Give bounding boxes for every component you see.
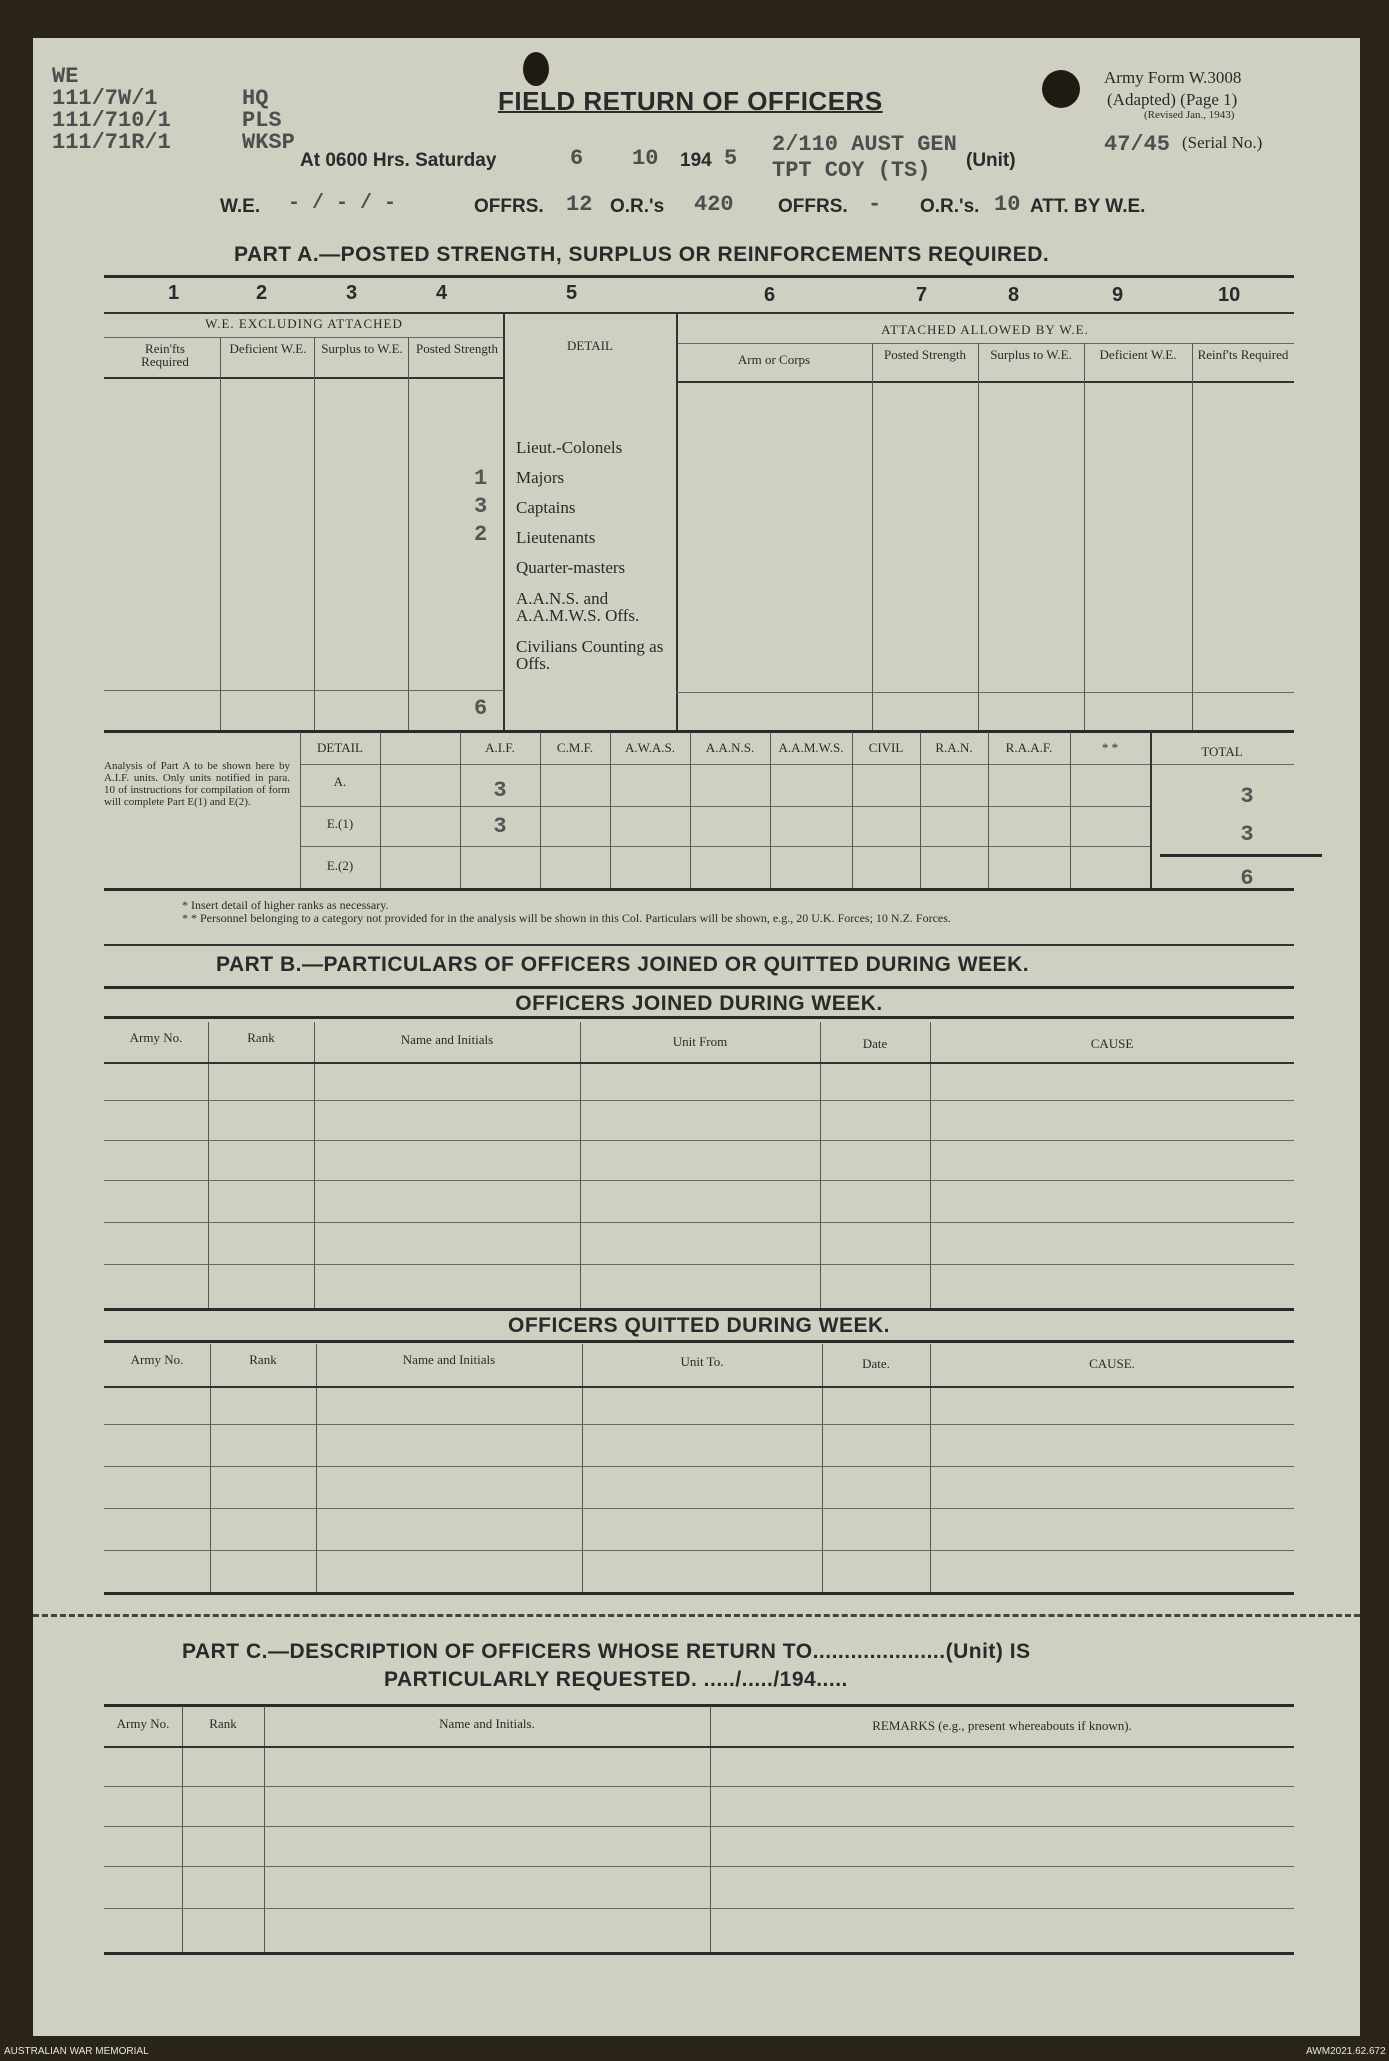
stamp-line: 111/710/1	[52, 108, 171, 133]
rank-row: Civilians Counting as Offs.	[516, 637, 664, 673]
aif-value: 3	[493, 778, 507, 803]
rank-row: Quarter-masters	[516, 558, 626, 577]
rule	[503, 312, 505, 730]
stamp-line: 111/71R/1	[52, 130, 171, 155]
part-a-title: PART A.—POSTED STRENGTH, SURPLUS OR REINFORCEMENTS REQUIRED.	[234, 243, 1050, 266]
rank-row: Captains	[516, 498, 576, 517]
analysis-header: C.M.F.	[556, 740, 594, 755]
stamp-line: 111/7W/1	[52, 86, 158, 111]
quitted-header: Unit To.	[680, 1354, 724, 1369]
analysis-row-label: A.	[333, 774, 347, 789]
rule	[104, 1140, 1294, 1141]
part-c-header: REMARKS (e.g., present whereabouts if known).	[872, 1718, 1132, 1733]
ors2-value: 10	[994, 192, 1021, 217]
analysis-header: A.A.N.S.	[705, 740, 755, 755]
rule	[104, 1746, 1294, 1748]
part-b-title: PART B.—PARTICULARS OF OFFICERS JOINED OR QUITTED DURING WEEK.	[216, 953, 1030, 976]
tear-line	[33, 1614, 1360, 1617]
date-day: 6	[570, 146, 584, 171]
posted-strength-value: 2	[474, 522, 488, 547]
part-c-header: Rank	[209, 1716, 237, 1731]
serial-value: 47/45	[1104, 132, 1171, 157]
rule	[104, 1264, 1294, 1265]
analysis-header: A.I.F.	[485, 740, 515, 755]
col-number: 4	[436, 282, 448, 304]
rule	[104, 1508, 1294, 1509]
rule	[300, 764, 1294, 765]
rule	[104, 730, 1294, 733]
rule	[104, 1704, 1294, 1707]
col-header: Surplus to W.E.	[990, 347, 1072, 362]
rule	[822, 1344, 823, 1592]
rule	[104, 1826, 1294, 1827]
col-header: Deficient W.E.	[1099, 347, 1177, 362]
analysis-note: Analysis of Part A to be shown here by A.I.F. units. Only units notified in para. 10 of instructions for compilation of form will complete Part E(1) and E(2).	[104, 760, 290, 808]
aif-value: 3	[493, 814, 507, 839]
rule	[300, 806, 1150, 807]
rule	[208, 1022, 209, 1308]
rule	[408, 337, 409, 730]
analysis-header: A.W.A.S.	[624, 740, 676, 755]
stamp-code: PLS	[242, 108, 282, 133]
date-year-prefix: 194	[680, 150, 712, 171]
col-number: 3	[346, 282, 358, 304]
footer-left: AUSTRALIAN WAR MEMORIAL	[4, 2046, 149, 2057]
rule	[104, 1180, 1294, 1181]
rule	[930, 1344, 931, 1592]
unit-line1: 2/110 AUST GEN	[772, 132, 957, 157]
rule	[1160, 854, 1322, 857]
joined-header: Rank	[247, 1030, 275, 1045]
stamp-code: HQ	[242, 86, 269, 111]
analysis-row-label: E.(1)	[326, 816, 354, 831]
joined-header: Name and Initials	[400, 1032, 494, 1047]
col-header: DETAIL	[567, 338, 613, 353]
rule	[104, 1786, 1294, 1787]
rule	[210, 1344, 211, 1592]
group-left-header: W.E. EXCLUDING ATTACHED	[205, 316, 403, 331]
rule	[264, 1706, 265, 1952]
part-c-header: Army No.	[116, 1716, 170, 1731]
rule	[104, 1340, 1294, 1343]
we-label: W.E.	[220, 196, 261, 217]
date-year: 5	[724, 146, 738, 171]
col-number: 1	[168, 282, 180, 304]
rule	[930, 1022, 931, 1308]
offrs2-label: OFFRS.	[778, 196, 848, 217]
rule	[104, 1466, 1294, 1467]
analysis-header: A.A.M.W.S.	[778, 740, 844, 755]
rule	[1084, 343, 1085, 730]
rule	[820, 1022, 821, 1308]
rank-row: A.A.N.S. and A.A.M.W.S. Offs.	[516, 589, 640, 625]
unit-label: (Unit)	[966, 150, 1016, 171]
form-adapted: (Adapted) (Page 1)	[1107, 90, 1238, 109]
quitted-title: OFFICERS QUITTED DURING WEEK.	[508, 1314, 890, 1337]
part-c-title-line1: PART C.—DESCRIPTION OF OFFICERS WHOSE RETURN TO.....................(Unit) IS	[182, 1640, 1031, 1663]
posted-strength-value: 3	[474, 494, 488, 519]
col-header: Arm or Corps	[737, 352, 811, 367]
at-line: At 0600 Hrs. Saturday	[300, 150, 497, 171]
stamp-code: WKSP	[242, 130, 295, 155]
analysis-header: TOTAL	[1201, 744, 1243, 759]
rule	[104, 275, 1294, 278]
quitted-header: Army No.	[130, 1352, 184, 1367]
rule	[676, 381, 1294, 383]
rule	[104, 1592, 1294, 1595]
joined-header: Army No.	[129, 1030, 183, 1045]
analysis-row-label: E.(2)	[326, 858, 354, 873]
stamp-block	[52, 66, 171, 154]
quitted-header: Rank	[249, 1352, 277, 1367]
rule	[220, 337, 221, 730]
col-number: 2	[256, 282, 268, 304]
quitted-header: Date.	[862, 1356, 890, 1371]
ors2-label: O.R.'s.	[920, 196, 980, 217]
col-header: Posted Strength	[416, 341, 498, 356]
joined-header: Date	[862, 1036, 888, 1051]
form-number: Army Form W.3008	[1104, 68, 1242, 87]
col-header: Deficient W.E.	[229, 341, 307, 356]
quitted-header: CAUSE.	[1089, 1356, 1135, 1371]
rule	[872, 343, 873, 730]
col-header: Posted Strength	[884, 347, 966, 362]
rank-row: Lieutenants	[516, 528, 596, 547]
rule	[676, 692, 1294, 693]
rank-row: Majors	[516, 468, 565, 487]
att-label: ATT. BY W.E.	[1030, 196, 1146, 217]
posted-strength-total: 6	[474, 696, 488, 721]
rule	[104, 312, 1294, 314]
ors-label: O.R.'s	[610, 196, 665, 217]
form-title: FIELD RETURN OF OFFICERS	[498, 86, 883, 116]
rank-row: Lieut.-Colonels	[516, 438, 623, 457]
analysis-header: * *	[1101, 740, 1119, 755]
rule	[314, 337, 315, 730]
rule	[182, 1706, 183, 1952]
total-value: 3	[1240, 822, 1254, 847]
rule	[104, 1866, 1294, 1867]
ors-value: 420	[694, 192, 734, 217]
rule	[104, 986, 1294, 989]
footer-right: AWM2021.62.672	[1306, 2046, 1386, 2057]
part-c-title-line2: PARTICULARLY REQUESTED. ...../...../194.....	[384, 1668, 848, 1691]
group-right-header: ATTACHED ALLOWED BY W.E.	[881, 322, 1089, 337]
col-header: Surplus to W.E.	[321, 341, 403, 356]
part-c-header: Name and Initials.	[439, 1716, 535, 1731]
rule	[104, 1016, 1294, 1019]
quitted-header: Name and Initials	[402, 1352, 496, 1367]
rule	[300, 846, 1150, 847]
rule	[104, 1952, 1294, 1955]
joined-header: Unit From	[672, 1034, 728, 1049]
form-revised: (Revised Jan., 1943)	[1144, 109, 1235, 121]
stamp-codes	[242, 88, 295, 154]
col-number: 10	[1218, 284, 1241, 306]
col-number: 7	[916, 284, 928, 306]
footnote-2: * * Personnel belonging to a category not provided for in the analysis will be shown in this Col. Particulars will be shown, e.g., 20 U.K. Forces; 10 N.Z. Forces.	[182, 911, 951, 925]
rule	[380, 732, 381, 888]
analysis-header: R.A.A.F.	[1005, 740, 1053, 755]
rule	[104, 337, 504, 338]
footnote-1: * Insert detail of higher ranks as necessary.	[182, 898, 389, 912]
col-number: 8	[1008, 284, 1020, 306]
stamp-line: WE	[52, 64, 79, 89]
rule	[104, 377, 504, 379]
analysis-header: DETAIL	[317, 740, 363, 755]
rule	[580, 1022, 581, 1308]
rule	[676, 343, 1294, 344]
date-month: 10	[632, 146, 659, 171]
rule	[104, 1908, 1294, 1909]
rule	[104, 1062, 1294, 1064]
rule	[104, 1386, 1294, 1388]
col-header: Reinf'ts Required	[1197, 347, 1289, 362]
rule	[104, 944, 1294, 946]
rule	[104, 1222, 1294, 1223]
rule	[104, 690, 504, 691]
grand-total: 6	[1240, 866, 1254, 891]
rule	[1192, 343, 1193, 730]
posted-strength-value: 1	[474, 466, 488, 491]
rule	[316, 1344, 317, 1592]
rule	[104, 888, 1294, 891]
total-value: 3	[1240, 784, 1254, 809]
rule	[104, 1308, 1294, 1311]
analysis-header: CIVIL	[868, 740, 904, 755]
offrs-label: OFFRS.	[474, 196, 544, 217]
col-header: Rein'fts Required	[141, 341, 189, 369]
analysis-header: R.A.N.	[935, 740, 973, 755]
punch-hole-left	[523, 52, 549, 86]
offrs-value: 12	[566, 192, 593, 217]
serial-label: (Serial No.)	[1182, 133, 1263, 152]
we-value: - / - / -	[288, 192, 397, 215]
rule	[710, 1706, 711, 1952]
joined-title: OFFICERS JOINED DURING WEEK.	[515, 992, 883, 1015]
rule	[676, 312, 678, 730]
rule	[314, 1022, 315, 1308]
unit-line2: TPT COY (TS)	[772, 158, 931, 183]
joined-header: CAUSE	[1090, 1036, 1134, 1051]
rule	[104, 1100, 1294, 1101]
rule	[104, 1424, 1294, 1425]
col-number: 9	[1112, 284, 1124, 306]
rule	[978, 343, 979, 730]
rule	[104, 1550, 1294, 1551]
col-number: 6	[764, 284, 776, 306]
punch-hole-right	[1042, 70, 1080, 108]
col-number: 5	[566, 282, 578, 304]
rule	[582, 1344, 583, 1592]
offrs2-value: -	[868, 192, 882, 217]
